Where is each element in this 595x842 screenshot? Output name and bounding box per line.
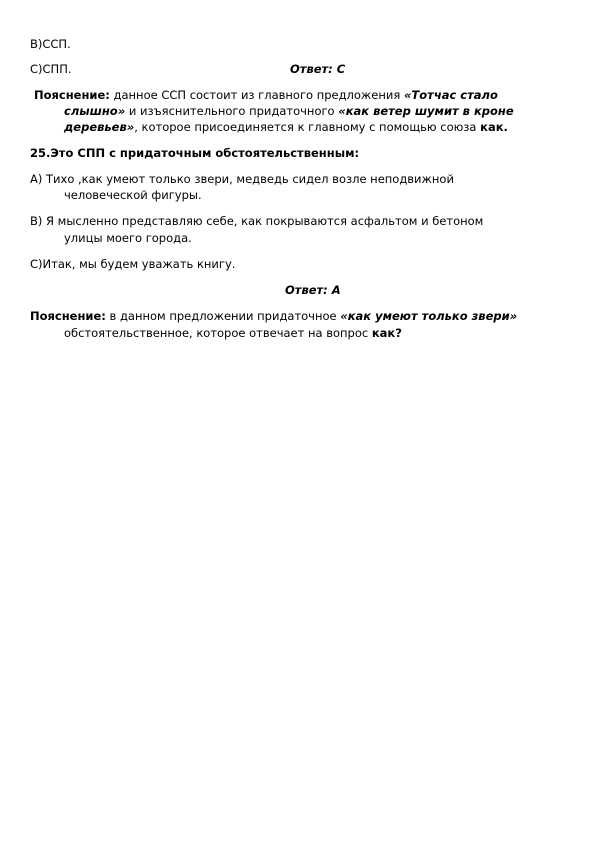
- explanation-text: и изъяснительного придаточного: [125, 104, 339, 118]
- explanation-label: Пояснение:: [30, 309, 106, 323]
- option-a-line1: А) Тихо ,как умеют только звери, медведь сидел возле неподвижной: [30, 172, 454, 186]
- explanation-conj: как.: [480, 120, 508, 134]
- explanation-text: , которое присоединяется к главному с помощью союза: [134, 120, 481, 134]
- question-25: 25.Это СПП с придаточным обстоятельственным:: [30, 146, 360, 160]
- explanation-quote: «как умеют только звери»: [340, 309, 518, 323]
- option-b-prev: В)ССП.: [30, 37, 71, 51]
- explanation-label: Пояснение:: [34, 88, 110, 102]
- explanation-quote: «как ветер шумит в кроне: [338, 104, 514, 118]
- explanation-text: в данном предложении придаточное: [105, 309, 341, 323]
- answer-label-2: Ответ: А: [285, 283, 341, 297]
- explanation-2-line1: [30, 309, 517, 323]
- option-a-line2: человеческой фигуры.: [64, 188, 202, 202]
- explanation-quote: «Тотчас стало: [403, 88, 498, 102]
- explanation-1-line1: [34, 88, 498, 102]
- option-c: С)Итак, мы будем уважать книгу.: [30, 257, 236, 271]
- answer-label-1: Ответ: С: [290, 62, 346, 76]
- explanation-1-line2: [64, 104, 514, 118]
- option-c-prev: С)СПП.: [30, 62, 72, 76]
- explanation-quote: деревьев»: [64, 120, 135, 134]
- explanation-text: данное ССП состоит из главного предложения: [109, 88, 404, 102]
- explanation-text: обстоятельственное, которое отвечает на вопрос: [64, 326, 372, 340]
- explanation-1-line3: [64, 120, 508, 134]
- explanation-2-line2: [64, 326, 402, 340]
- explanation-quote: слышно»: [64, 104, 126, 118]
- explanation-question: как?: [371, 326, 402, 340]
- option-b-line1: В) Я мысленно представляю себе, как покрываются асфальтом и бетоном: [30, 214, 484, 228]
- option-b-line2: улицы моего города.: [64, 231, 192, 245]
